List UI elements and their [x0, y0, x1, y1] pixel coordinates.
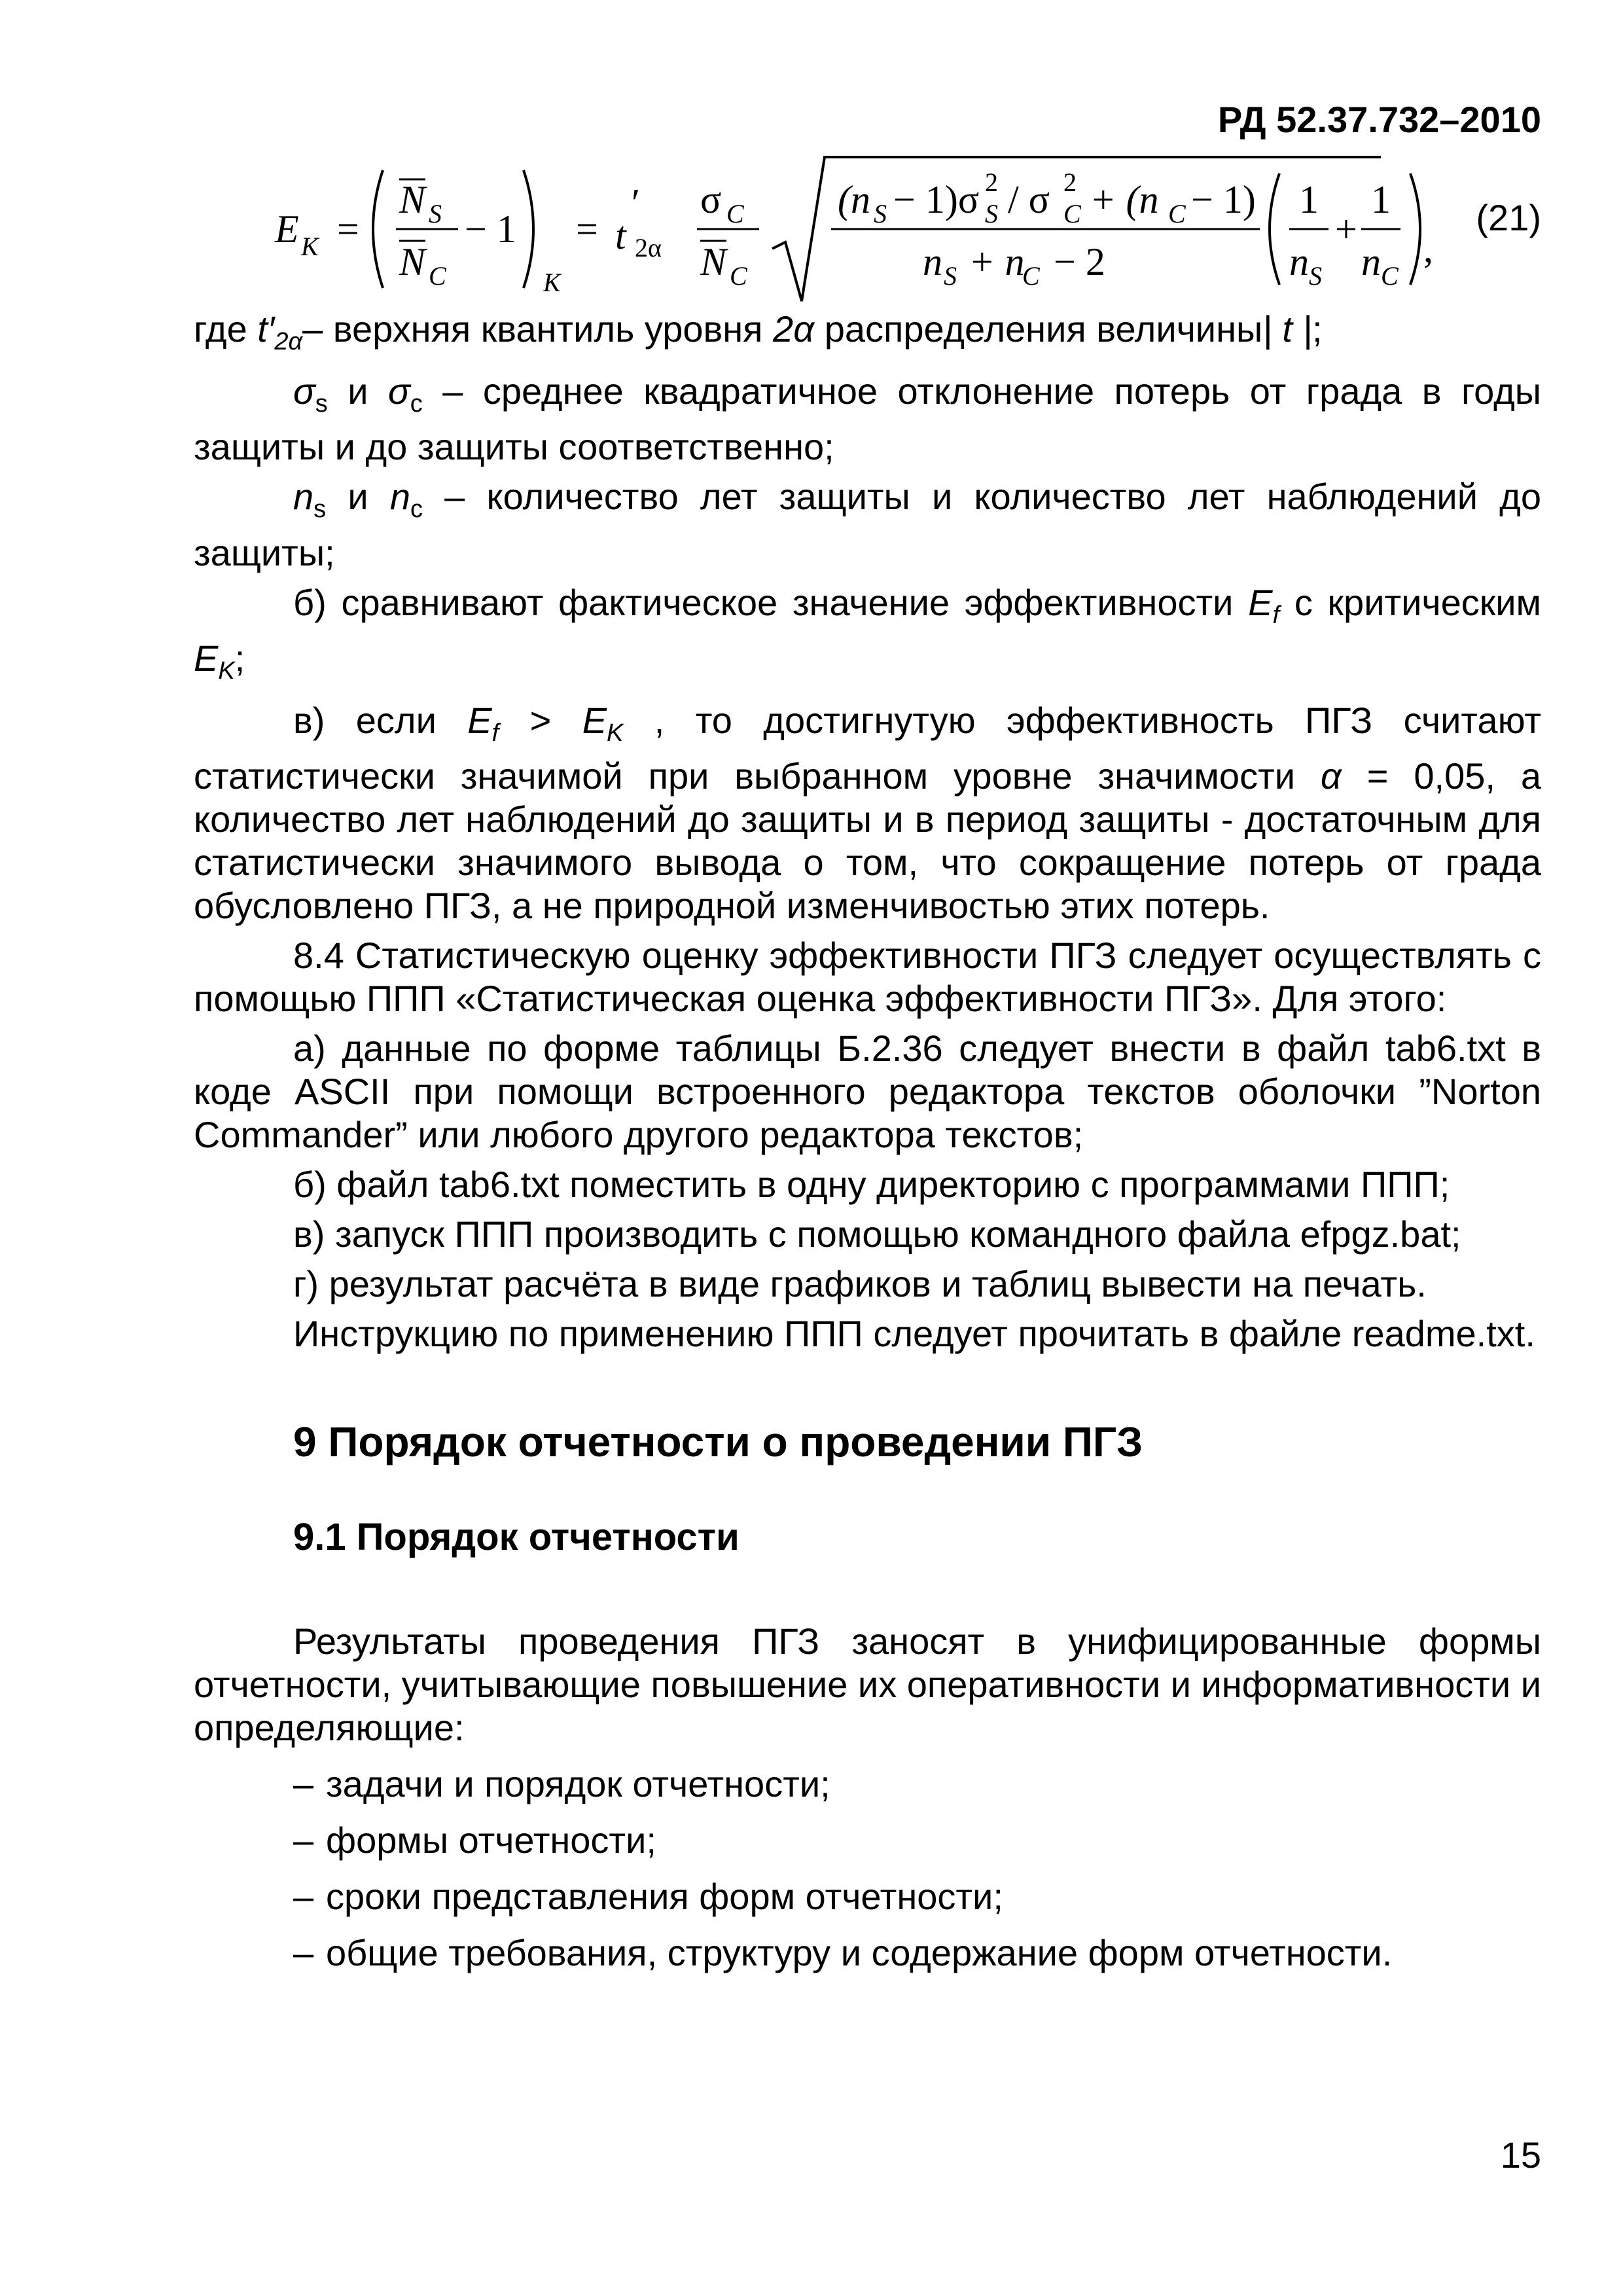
paragraph-8-4: 8.4 Статистическую оценку эффективности ПГЗ следует осуществлять с помощью ППП «Статистическая оценка эффективности ПГЗ». Для этого:: [194, 935, 1541, 1020]
list-item: – формы отчетности;: [293, 1820, 656, 1861]
section-title: 9 Порядок отчетности о проведении ПГЗ: [293, 1418, 1143, 1466]
list-item: – сроки представления форм отчетности;: [293, 1876, 1003, 1918]
eq-minus-one: − 1: [465, 207, 516, 251]
paragraph-reporting-results: Результаты проведения ПГЗ заносят в унифицированные формы отчетности, учитывающие повышение их оперативности и информативности и определяющие:: [194, 1621, 1542, 1749]
eq-left-paren-2: [1270, 173, 1279, 285]
eq-one-a: 1: [1299, 178, 1319, 221]
eq-t: t: [615, 214, 626, 257]
eq-t-prime: ′: [632, 181, 641, 224]
eq-num-c2: C: [1168, 199, 1186, 228]
eq-den-c: C: [1022, 261, 1040, 291]
document-code: РД 52.37.732–2010: [1217, 99, 1541, 140]
paragraph-sigma-definition: $\sigma_s$ и $\sigma_c$ – среднее квадратичное отклонение потерь от града в годы защиты и до защиты соответственно;: [194, 370, 1541, 468]
dash-marker: –: [293, 1763, 314, 1805]
paragraph-instruction: Инструкцию по применению ППП следует прочитать в файле readme.txt.: [293, 1313, 1535, 1355]
paragraph-step-v: в) запуск ППП производить с помощью командного файла efpgz.bat;: [293, 1213, 1461, 1255]
eq-slash: / σ: [1008, 178, 1050, 221]
eq-num-plus: + (n: [1090, 178, 1159, 221]
equation-21: [268, 151, 1433, 308]
eq-left-paren: [373, 170, 383, 288]
dash-marker: –: [293, 1820, 314, 1861]
eq-num-end: − 1): [1191, 178, 1256, 221]
eq-right-paren: [524, 170, 533, 288]
eq-num-s: S: [874, 199, 887, 228]
eq-den-plus: + n: [969, 240, 1025, 283]
eq-fr-c: C: [1381, 261, 1399, 291]
eq-right-paren-2: [1410, 173, 1420, 285]
paragraph-n-definition: $n_s$ и $n_c$ – количество лет защиты и количество лет наблюдений до защиты;: [194, 476, 1541, 573]
eq-plus: +: [1335, 207, 1357, 251]
paragraph-if-condition: в) если $E_f > E_K$ , то достигнутую эффективность ПГЗ считают статистически значимой при выбранном уровне значимости α = 0,05, а количество лет наблюдений до защиты и в период защиты - достаточным для статистически значимого вывода о том, что сокращение потерь от града обусловлено ПГЗ, а не природной изменчивостью этих потерь.: [194, 699, 1542, 927]
eq-sigma-c-sub: C: [726, 199, 744, 228]
eq-num-mid: − 1)σ: [893, 178, 980, 221]
dash-marker: –: [293, 1932, 314, 1974]
eq-lhs: E: [275, 207, 299, 251]
equation-number: (21): [1476, 197, 1541, 238]
eq-fr-n2: n: [1361, 240, 1381, 283]
eq-one-b: 1: [1371, 178, 1391, 221]
paragraph-compare: б) сравнивают фактическое значение эффективности $E_f$ с критическим $E_K$;: [194, 581, 1542, 685]
eq-sup-2b: 2: [1063, 168, 1077, 197]
eq-den-end: − 2: [1054, 240, 1105, 283]
eq-nc-2-sub: C: [730, 261, 747, 291]
subsection-title: 9.1 Порядок отчетности: [293, 1516, 740, 1559]
eq-den-s: S: [944, 261, 957, 291]
paragraph-step-a: а) данные по форме таблицы Б.2.36 следует внести в файл tab6.txt в коде ASCII при помощи встроенного редактора текстов оболочки ”Norton Commander” или любого другого редактора текстов;: [194, 1028, 1541, 1156]
eq-equals-1: =: [337, 207, 359, 251]
page-number: 15: [1500, 2134, 1541, 2176]
eq-ns-sub: S: [429, 199, 442, 228]
eq-nc-2: N: [700, 240, 727, 283]
eq-equals-2: =: [576, 207, 598, 251]
paragraph-t-definition: где $t'_{2\alpha}-$ верхняя квантиль уровня 2α распределения величины| t |;: [194, 308, 1323, 356]
paragraph-step-g: г) результат расчёта в виде графиков и таблиц вывести на печать.: [293, 1263, 1427, 1305]
eq-num-c: C: [1063, 199, 1081, 228]
eq-nc: N: [399, 240, 426, 283]
eq-fr-n1: n: [1289, 240, 1309, 283]
dash-marker: –: [293, 1876, 314, 1918]
eq-comma: ,: [1423, 227, 1433, 270]
list-item: – задачи и порядок отчетности;: [293, 1763, 830, 1805]
eq-nc-sub: C: [429, 261, 446, 291]
eq-num-s2: S: [985, 199, 998, 228]
eq-t-sub: 2α: [635, 233, 662, 262]
list-item: – общие требования, структуру и содержание форм отчетности.: [293, 1932, 1393, 1974]
eq-paren-sub: K: [543, 268, 561, 297]
paragraph-step-b: б) файл tab6.txt поместить в одну директорию с программами ППП;: [293, 1164, 1450, 1206]
main-content: [194, 308, 1541, 1975]
eq-sup-2a: 2: [985, 168, 998, 197]
eq-fr-s: S: [1309, 261, 1322, 291]
eq-num-start: (n: [838, 178, 870, 221]
eq-lhs-sub: K: [301, 232, 319, 261]
eq-ns: N: [399, 178, 426, 221]
eq-den-n1: n: [923, 240, 942, 283]
eq-sigma-c: σ: [700, 178, 722, 221]
